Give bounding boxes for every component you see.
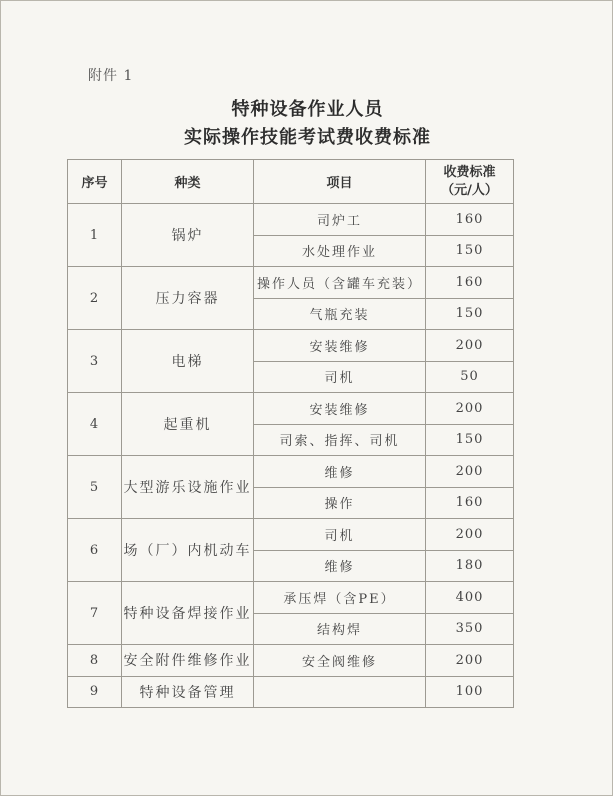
fee-cell: 200	[426, 330, 514, 362]
fee-cell: 50	[426, 361, 514, 393]
fee-cell: 100	[426, 676, 514, 708]
category-cell: 起重机	[122, 393, 254, 456]
item-cell: 司索、指挥、司机	[254, 424, 426, 456]
header-fee	[426, 160, 514, 204]
item-cell: 安装维修	[254, 330, 426, 362]
header-fee-line1: 收费标准	[443, 164, 496, 180]
fee-cell: 200	[426, 393, 514, 425]
fee-cell: 150	[426, 235, 514, 267]
table-row	[68, 519, 514, 551]
item-cell: 安全阀维修	[254, 645, 426, 677]
seq-cell: 7	[68, 582, 122, 645]
fee-cell: 150	[426, 424, 514, 456]
fee-cell: 200	[426, 456, 514, 488]
category-cell: 特种设备管理	[122, 676, 254, 708]
item-cell: 水处理作业	[254, 235, 426, 267]
seq-cell: 1	[68, 204, 122, 267]
table-header-row	[68, 160, 514, 204]
header-fee-line2: （元/人）	[441, 182, 498, 198]
seq-cell: 8	[68, 645, 122, 677]
seq-cell: 4	[68, 393, 122, 456]
category-cell: 电梯	[122, 330, 254, 393]
header-seq: 序号	[68, 160, 122, 204]
fee-cell: 160	[426, 267, 514, 299]
item-cell	[254, 676, 426, 708]
fee-cell: 160	[426, 204, 514, 236]
header-category: 种类	[122, 160, 254, 204]
fee-cell: 350	[426, 613, 514, 645]
category-cell: 锅炉	[122, 204, 254, 267]
table-row	[68, 645, 514, 677]
header-item: 项目	[254, 160, 426, 204]
category-cell: 大型游乐设施作业	[122, 456, 254, 519]
table-row	[68, 393, 514, 425]
item-cell: 司炉工	[254, 204, 426, 236]
item-cell: 维修	[254, 550, 426, 582]
fee-table	[67, 159, 514, 708]
fee-cell: 400	[426, 582, 514, 614]
category-cell: 场（厂）内机动车	[122, 519, 254, 582]
table-row	[68, 456, 514, 488]
seq-cell: 2	[68, 267, 122, 330]
item-cell: 司机	[254, 519, 426, 551]
fee-cell: 180	[426, 550, 514, 582]
fee-cell: 200	[426, 519, 514, 551]
page-title: 特种设备作业人员	[231, 99, 384, 120]
table-row	[68, 582, 514, 614]
page-subtitle: 实际操作技能考试费收费标准	[184, 127, 431, 148]
category-cell: 安全附件维修作业	[122, 645, 254, 677]
item-cell: 气瓶充装	[254, 298, 426, 330]
attachment-label: 附件 1	[88, 68, 134, 84]
table-body	[68, 204, 514, 708]
fee-cell: 150	[426, 298, 514, 330]
item-cell: 安装维修	[254, 393, 426, 425]
item-cell: 司机	[254, 361, 426, 393]
fee-cell: 160	[426, 487, 514, 519]
item-cell: 操作	[254, 487, 426, 519]
item-cell: 维修	[254, 456, 426, 488]
item-cell: 承压焊（含PE）	[254, 582, 426, 614]
seq-cell: 5	[68, 456, 122, 519]
table-row	[68, 204, 514, 236]
item-cell: 操作人员（含罐车充装）	[254, 267, 426, 299]
category-cell: 特种设备焊接作业	[122, 582, 254, 645]
fee-cell: 200	[426, 645, 514, 677]
table-row	[68, 330, 514, 362]
seq-cell: 6	[68, 519, 122, 582]
seq-cell: 3	[68, 330, 122, 393]
item-cell: 结构焊	[254, 613, 426, 645]
category-cell: 压力容器	[122, 267, 254, 330]
table-row	[68, 676, 514, 708]
seq-cell: 9	[68, 676, 122, 708]
table-row	[68, 267, 514, 299]
